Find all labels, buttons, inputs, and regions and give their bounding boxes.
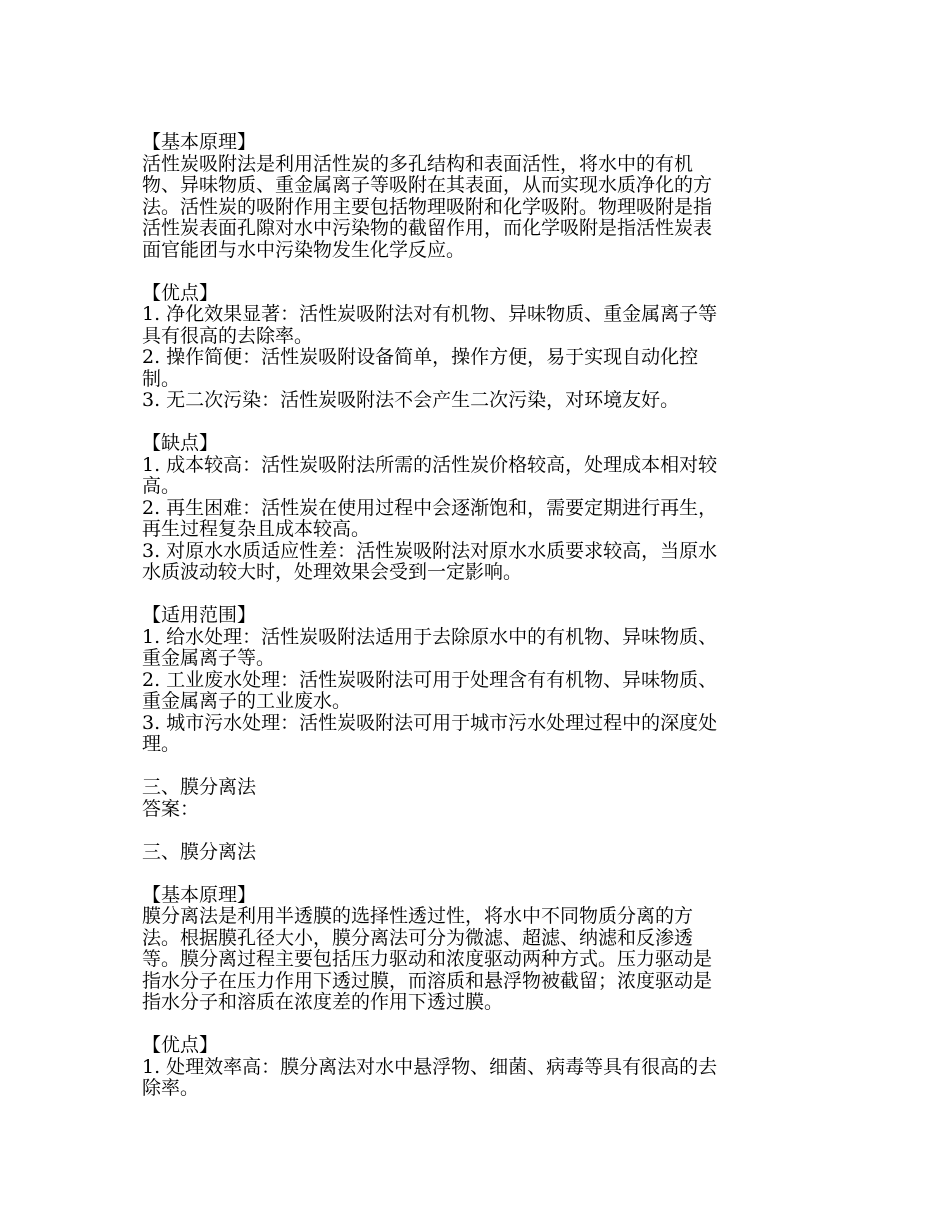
text-line: 水质波动较大时，处理效果会受到一定影响。 (142, 561, 523, 583)
text-line: 指水分子在压力作用下透过膜，而溶质和悬浮物被截留；浓度驱动是 (142, 969, 713, 992)
text-line: 1. 给水处理：活性炭吸附法适用于去除原水中的有机物、异味物质、 (142, 625, 718, 648)
section-activated-carbon-disadvantages (142, 433, 810, 584)
block-heading-line: 三、膜分离法 (142, 840, 257, 863)
section-activated-carbon-principle (142, 132, 810, 261)
text-line: 高。 (142, 475, 181, 497)
text-line: 法。根据膜孔径大小，膜分离法可分为微滤、超滤、纳滤和反渗透 (142, 926, 694, 949)
block-heading-line: 【适用范围】 (142, 604, 257, 626)
text-line: 法。活性炭的吸附作用主要包括物理吸附和化学吸附。物理吸附是指 (142, 195, 713, 218)
paragraph-spacer (142, 863, 810, 885)
text-line: 除率。 (142, 1077, 200, 1099)
block-heading-line: 三、膜分离法 (142, 776, 257, 798)
block-heading-line: 【优点】 (142, 1034, 219, 1056)
paragraph-spacer (142, 261, 810, 283)
paragraph-spacer (142, 1014, 810, 1036)
text-line: 具有很高的去除率。 (142, 324, 314, 347)
block-heading-line: 【缺点】 (142, 432, 219, 454)
paragraph-spacer (142, 756, 810, 778)
section-activated-carbon-advantages (142, 283, 810, 412)
section-heading-membrane (142, 842, 810, 864)
text-line: 2. 工业废水处理：活性炭吸附法可用于处理含有有机物、异味物质、 (142, 668, 718, 691)
text-line: 理。 (142, 733, 181, 755)
text-line: 3. 对原水水质适应性差：活性炭吸附法对原水水质要求较高，当原水 (142, 539, 718, 562)
block-heading-line: 【基本原理】 (142, 131, 257, 153)
text-line: 活性炭表面孔隙对水中污染物的截留作用，而化学吸附是指活性炭表 (142, 217, 713, 239)
text-line: 3. 城市污水处理：活性炭吸附法可用于城市污水处理过程中的深度处 (142, 711, 718, 734)
section-activated-carbon-scope (142, 605, 810, 756)
text-line: 答案： (142, 797, 200, 820)
text-line: 活性炭吸附法是利用活性炭的多孔结构和表面活性，将水中的有机 (142, 152, 694, 175)
text-line: 指水分子和溶质在浓度差的作用下透过膜。 (142, 991, 504, 1013)
text-line: 重金属离子的工业废水。 (142, 690, 352, 712)
text-line: 2. 再生困难：活性炭在使用过程中会逐渐饱和，需要定期进行再生， (142, 496, 718, 519)
text-line: 3. 无二次污染：活性炭吸附法不会产生二次污染，对环境友好。 (142, 389, 680, 411)
text-line: 等。膜分离过程主要包括压力驱动和浓度驱动两种方式。压力驱动是 (142, 948, 713, 970)
block-heading-line: 【基本原理】 (142, 883, 257, 906)
text-line: 膜分离法是利用半透膜的选择性透过性，将水中不同物质分离的方 (142, 905, 694, 927)
section-heading-membrane-answer (142, 777, 810, 820)
text-line: 物、异味物质、重金属离子等吸附在其表面，从而实现水质净化的方 (142, 174, 713, 196)
paragraph-spacer (142, 412, 810, 434)
section-membrane-advantages (142, 1035, 810, 1100)
text-line: 重金属离子等。 (142, 647, 276, 669)
text-line: 1. 成本较高：活性炭吸附法所需的活性炭价格较高，处理成本相对较 (142, 453, 718, 476)
paragraph-spacer (142, 584, 810, 606)
paragraph-spacer (142, 820, 810, 842)
text-line: 再生过程复杂且成本较高。 (142, 518, 371, 540)
text-line: 1. 处理效率高：膜分离法对水中悬浮物、细菌、病毒等具有很高的去 (142, 1055, 718, 1078)
text-line: 2. 操作简便：活性炭吸附设备简单，操作方便，易于实现自动化控 (142, 346, 699, 368)
section-membrane-principle (142, 885, 810, 1014)
block-heading-line: 【优点】 (142, 281, 219, 304)
text-line: 制。 (142, 367, 181, 390)
text-line: 面官能团与水中污染物发生化学反应。 (142, 238, 466, 261)
text-line: 1. 净化效果显著：活性炭吸附法对有机物、异味物质、重金属离子等 (142, 303, 718, 325)
document-page (142, 132, 810, 1100)
